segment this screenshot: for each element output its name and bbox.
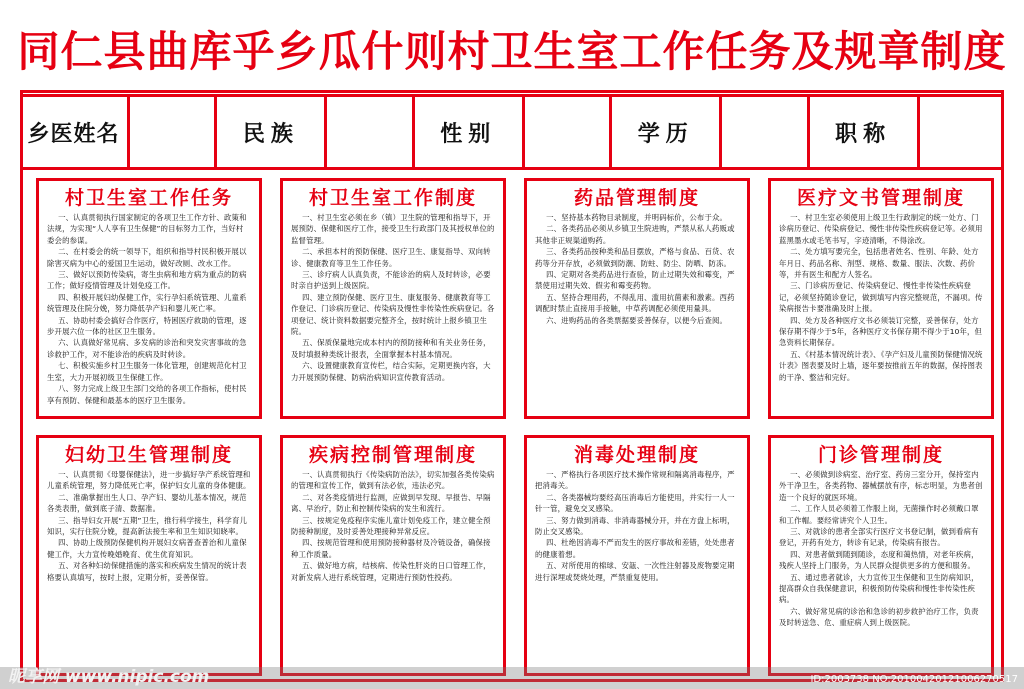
panel-title: 医疗文书管理制度 [796,187,965,209]
panel-title: 门诊管理制度 [817,444,944,466]
panel-paragraph: 五、做好地方病，结核病、传染性肝炎的日口管理工作，对新发病人进行系统管理，定期进行预防性投药。 [291,561,491,582]
panel-title: 药品管理制度 [573,187,700,209]
panel-paragraph: 二、各类药品必须从乡镇卫生院进购，严禁从私人药贩或其他非正规渠道购药。 [535,224,735,245]
panel-paragraph: 三、对就诊的患者全部实行医疗文书登记制，做到看病有登记，开药有处方，转诊有记录，传染病有报告。 [779,527,979,548]
panel-paragraph: 一、村卫生室必须使用上级卫生行政制定的统一处方、门诊病历登记、传染病登记、慢性非传染性疾病登记等。必须用蓝黑墨水或毛笔书写，字迹清晰，不得涂改。 [779,213,983,245]
info-label-ethnicity: 民族 [217,97,327,167]
info-label-education: 学历 [612,97,722,167]
panel-paragraph: 七、积极实施乡村卫生服务一体化管理，创建规范化村卫生室，大力开展初级卫生保健工作。 [47,361,247,382]
panel-paragraph: 一、认真贯彻执行国家制定的各项卫生工作方针、政策和法规，为实现“人人享有卫生保健”的目标努力工作，当好村委会的参谋。 [47,213,247,245]
panel-paragraph: 一、认真贯彻《母婴保健法》，进一步搞好孕产系统管理和儿童系统管理，努力降低死亡率，保护妇女儿童的身体健康。 [47,470,251,491]
watermark-bar [0,667,1024,689]
panel-disinfection [524,435,750,676]
panel-paragraph: 四、按规范管理和使用预防接种器材及冷链设备，确保接种工作质量。 [291,538,491,559]
panel-paragraph: 三、按规定免疫程序实施儿童计划免疫工作，建立健全预防接种制度，及时妥善处理接种异常反应。 [291,515,491,537]
panel-paragraph: 二、对各类疫情进行监测，应做到早发现、早报告、早隔离、早治疗，防止和控制传染病的发生和流行。 [291,492,491,514]
panel-body [291,212,495,383]
panel-paragraph: 四、建立预防保健、医疗卫生、康复服务、健康教育等工作登记、门诊病历登记、传染病及慢性非传染性疾病登记。各项登记、统计资料数据要完整齐全，按时统计上报乡镇卫生院。 [291,292,495,337]
info-value-gender [525,97,609,167]
info-value-education [722,97,806,167]
panel-paragraph: 四、杜绝因消毒不严而发生的医疗事故和差错，处处患者的健康着想。 [535,538,735,559]
panel-body [47,469,251,583]
panel-paragraph: 二、在村委会的统一领导下，组织和指导村民积极开展以除害灭病为中心的爱国卫生运动，做好改厕、改水工作。 [47,247,247,268]
panel-paragraph: 五、对各种妇幼保健措施的落实和疾病发生情况的统计表格要认真填写，按时上报，定期分析，妥善保管。 [47,561,247,582]
panel-disease-control [280,435,506,676]
panel-title: 疾病控制管理制度 [308,444,477,466]
panel-title: 村卫生室工作任务 [64,187,233,209]
info-label-title: 职称 [810,97,920,167]
panel-title: 消毒处理制度 [573,444,700,466]
panels-grid [36,178,994,676]
info-value-title [920,97,1004,167]
info-cell-ethnicity [217,97,414,167]
watermark-site: 昵享网 www.nipic.com [8,667,210,687]
panel-body [535,212,739,326]
info-value-doctor-name [130,97,214,167]
info-cell-education [612,97,809,167]
info-cell-title [810,97,1004,167]
panel-paragraph: 五、坚持合理用药，不得乱用、滥用抗菌素和激素。西药调配时禁止直接用手接触，中草药调配必须使用量具。 [535,292,735,314]
panel-paragraph: 三、指导妇女开展“五期”卫生，推行科学接生，科学育儿知识，实行住院分娩，提高新法接生率和卫生知识知晓率。 [47,515,248,537]
info-cell-gender [415,97,612,167]
panel-paragraph: 五、协助村委会搞好合作医疗，特困医疗救助的管理，逐步开展六位一体的社区卫生服务。 [47,315,247,337]
panel-paragraph: 六、设置健康教育宣传栏，结合实际，定期更换内容，大力开展预防保健、防病治病知识宣传教育活动。 [291,361,491,382]
info-label-doctor-name: 乡医姓名 [20,97,130,167]
panel-paragraph: 六、进购药品的各类票据要妥善保存，以便今后查阅。 [546,315,728,325]
panel-paragraph: 五、《村基本情况统计表》、《孕产妇及儿童预防保健情况统计表》图表要及时上墙，逐年要按推前五年的数据，保持图表的干净、整洁和完好。 [779,349,983,382]
panel-body [47,212,251,406]
info-row [20,94,1004,170]
panel-paragraph: 二、处方填写要完全，包括患者姓名、性别、年龄、处方年月日、药品名称、剂型、规格、数量、服法、次数、药价等，并有医生和配方人签名。 [779,247,979,280]
panel-paragraph: 四、协助上级预防保健机构开展妇女病普查普治和儿童保健工作，大力宣传晚婚晚育、优生优育知识。 [47,538,247,559]
panel-body [291,469,495,583]
panel-paragraph: 三、努力做到消毒、非消毒器械分开，并在方盘上标明，防止交叉感染。 [535,515,735,537]
panel-paragraph: 一、严格执行各项医疗技术操作常规和隔离消毒程序，严把消毒关。 [535,470,735,491]
panel-paragraph: 二、准确掌握出生人口、孕产妇、婴幼儿基本情况，规范各类表册，做到底子清、数据准。 [47,492,247,514]
panel-paragraph: 二、承担本村的预防保健、医疗卫生、康复指导、双向转诊、健康教育等卫生工作任务。 [291,247,491,268]
panel-body [535,469,739,583]
panel-paragraph: 四、积极开展妇幼保健工作，实行孕妇系统管理、儿童系统管理及住院分娩，努力降低孕产妇和婴儿死亡率。 [47,292,247,314]
panel-paragraph: 三、做好以预防传染病，寄生虫病和地方病为重点的防病工作；做好疫情管理及计划免疫工作。 [47,270,247,291]
panel-title: 村卫生室工作制度 [308,187,477,209]
info-cell-doctor-name [20,97,217,167]
info-label-gender: 性别 [415,97,525,167]
panel-drug-management [524,178,750,419]
panel-maternal-child-health [36,435,262,676]
panel-title: 妇幼卫生管理制度 [64,444,233,466]
panel-medical-records [768,178,994,419]
panel-paragraph: 一、必须做到诊病室、治疗室、药房三室分开，保持室内外干净卫生，各类药物、器械摆放有序，标志明显，为患者创造一个良好的就医环境。 [779,470,983,502]
panel-paragraph: 一、认真贯彻执行《传染病防治法》，切实加强各类传染病的管理和宣传工作，做到有法必依，违法必究。 [291,470,495,491]
info-value-ethnicity [327,97,411,167]
panel-paragraph: 二、工作人员必须着工作服上岗，无菌操作时必须戴口罩和工作帽。要经常讲究个人卫生。 [779,504,979,525]
panel-paragraph: 三、门诊病历登记、传染病登记、慢性非传染性疾病登记，必须坚持随诊登记，做到填写内容完整规范，不漏项。传染病报告卡要准确及时上报。 [779,281,983,314]
panel-paragraph: 一、坚持基本药物目录制度，并明码标价，公布于众。 [546,213,728,222]
panel-paragraph: 四、定期对各类药品进行查验，防止过期失效和霉变，严禁使用过期失效、假劣和霉变药物。 [535,270,735,291]
panel-clinic-rules [280,178,506,419]
panel-paragraph: 五、保质保量地完成本村内的预防接种和有关业务任务，及时填报种类统计报表，全面掌握本村基本情况。 [291,338,491,359]
panel-paragraph: 四、处方及各种医疗文书必须装订完整，妥善保存，处方保存期不得少于5年，各种医疗文书保存期不得少于10年，但急资料长期保存。 [779,315,983,348]
page-title: 同仁县曲库乎乡瓜什则村卫生室工作任务及规章制度 [17,27,1007,76]
panel-paragraph: 二、各类器械均要经高压消毒后方能使用，并实行一人一针一管，避免交叉感染。 [535,492,735,514]
panel-paragraph: 五、对所使用的棉球、安瓿、一次性注射器及废物要定期进行深埋或焚烧处理，严禁重复使用。 [535,561,735,582]
panel-clinic-tasks [36,178,262,419]
panel-paragraph: 三、各类药品按种类和品目摆放，严格与食品、百货、农药等分开存放，必须做到防潮、防蛀、防尘、防晒、防冻。 [535,247,735,268]
panel-outpatient-management [768,435,994,676]
panel-paragraph: 一、村卫生室必须在乡（镇）卫生院的管理和指导下，开展预防、保健和医疗工作，接受卫生行政部门及其授权单位的监督管理。 [291,213,495,245]
panel-paragraph: 三、诊疗病人认真负责，不能诊治的病人及时转诊，必要时亲自护送到上级医院。 [291,270,491,291]
panel-paragraph: 四、对患者做到随到随诊，态度和蔼热情，对老年疾病，残疾人坚持上门服务，为人民群众提供更多的方便和服务。 [779,549,979,571]
watermark-id: ID:2003738 NO:20100420121006270517 [810,674,1018,685]
panel-paragraph: 八、努力完成上级卫生部门交给的各项工作指标，使村民享有预防、保健和最基本的医疗卫生服务。 [47,384,247,405]
panel-body [779,212,983,383]
panel-body [779,469,983,629]
panel-paragraph: 六、认真做好常见病、多发病的诊治和突发灾害事故的急诊救护工作，对不能诊治的疾病及时转诊。 [47,338,247,359]
panel-paragraph: 六、做好常见病的诊治和急诊的初步救护治疗工作，负责及时转送急、危、重症病人到上级医院。 [779,606,979,628]
panel-paragraph: 五、通过患者就诊，大力宣传卫生保健和卫生防病知识，提高群众自我保健意识，积极预防传染病和慢性非传染性疾病。 [779,572,979,605]
